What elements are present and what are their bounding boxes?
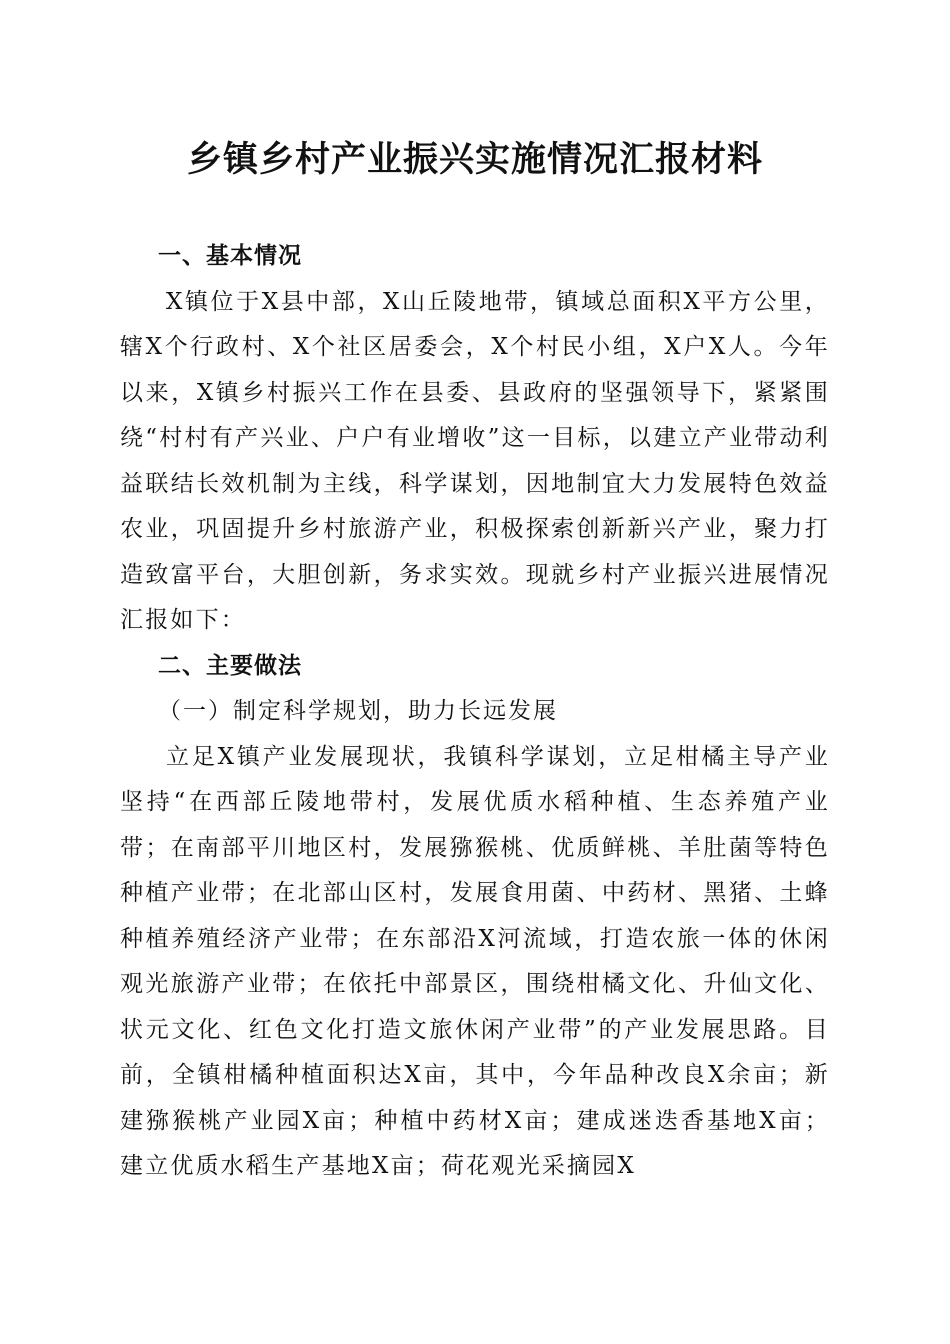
document-title: 乡镇乡村产业振兴实施情况汇报材料	[186, 139, 763, 180]
section-heading-main-practices: 二、主要做法	[158, 652, 302, 679]
document-body	[120, 234, 830, 1190]
paragraph-basic-situation: X镇位于X县中部，X山丘陵地带，镇域总面积X平方公里，辖X个行政村、X个社区居委会，X个村民小组，X户X人。今年以来，X镇乡村振兴工作在县委、县政府的坚强领导下，紧紧围绕“村村有产兴业、户户有业增收”这一目标，以建立产业带动利益联结长效机制为主线，科学谋划，因地制宜大力发展特色效益农业，巩固提升乡村旅游产业，积极探索创新新兴产业，聚力打造致富平台，大胆创新，务求实效。现就乡村产业振兴进展情况汇报如下：	[120, 288, 830, 633]
section-heading-basic-situation: 一、基本情况	[158, 243, 302, 269]
paragraph-scientific-planning: 立足X镇产业发展现状，我镇科学谋划，立足柑橘主导产业坚持“在西部丘陵地带村，发展优质水稻种植、生态养殖产业带；在南部平川地区村，发展猕猴桃、优质鲜桃、羊肚菌等特色种植产业带；在北部山区村，发展食用菌、中药材、黑猪、土蜂种植养殖经济产业带；在东部沿X河流域，打造农旅一体的休闲观光旅游产业带；在依托中部景区，围绕柑橘文化、升仙文化、状元文化、红色文化打造文旅休闲产业带”的产业发展思路。目前，全镇柑橘种植面积达X亩，其中，今年品种改良X余亩；新建猕猴桃产业园X亩；种植中药材X亩；建成迷迭香基地X亩；建立优质水稻生产基地X亩；荷花观光采摘园X	[120, 743, 830, 1179]
subsection-heading-scientific-planning: （一）制定科学规划，助力长远发展	[158, 698, 558, 724]
